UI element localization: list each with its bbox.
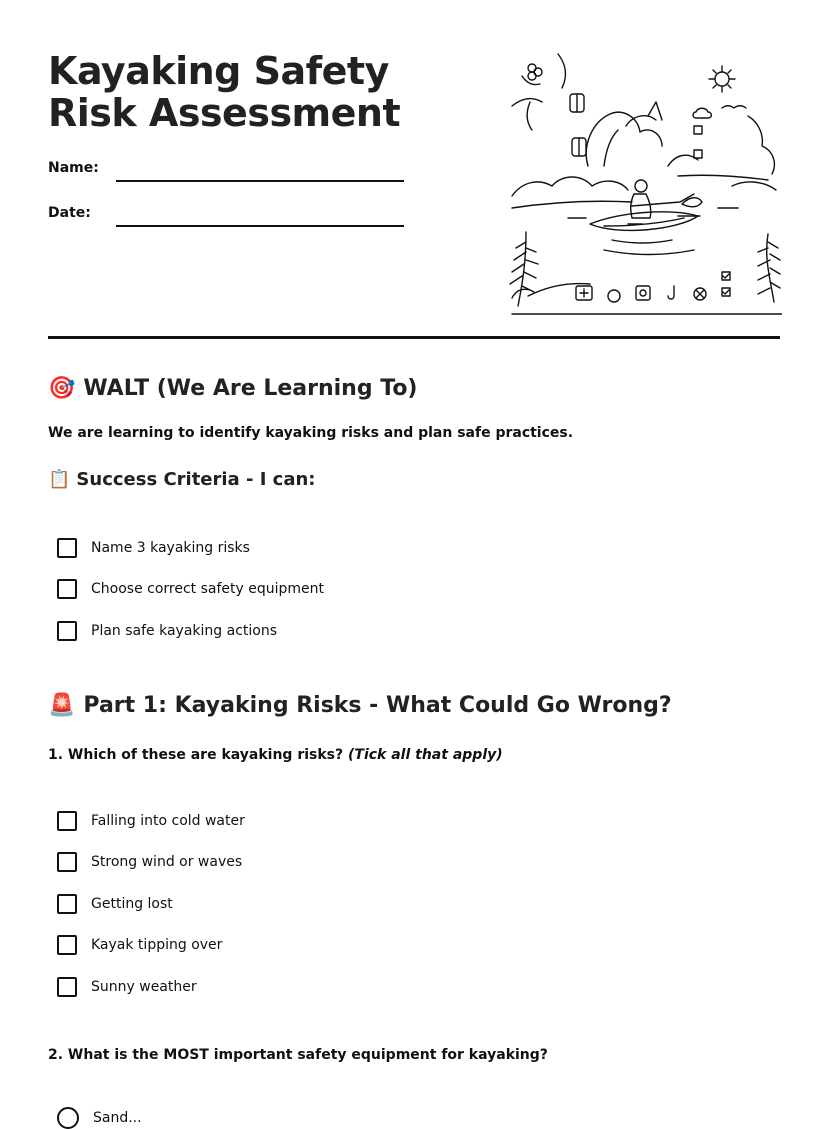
risk-option[interactable]	[57, 809, 245, 833]
checkbox[interactable]	[57, 935, 77, 955]
question-1-text: 1. Which of these are kayaking risks?	[48, 747, 344, 763]
criteria-item-label: Choose correct safety equipment	[91, 581, 325, 597]
part1-heading	[48, 693, 672, 718]
walt-heading-text: WALT (We Are Learning To)	[83, 376, 418, 401]
risk-option-label: Kayak tipping over	[91, 937, 223, 953]
risk-option[interactable]	[57, 975, 197, 999]
equipment-option-label: Sand...	[93, 1110, 142, 1126]
checkbox[interactable]	[57, 579, 77, 599]
name-field[interactable]	[116, 180, 404, 182]
name-label: Name:	[48, 160, 99, 176]
risk-option-label: Getting lost	[91, 896, 173, 912]
checkbox[interactable]	[57, 621, 77, 641]
kayak-icon	[590, 180, 702, 230]
checkbox[interactable]	[57, 852, 77, 872]
question-2: 2. What is the MOST important safety equipment for kayaking?	[48, 1047, 548, 1063]
risk-option[interactable]	[57, 933, 222, 957]
part1-heading-text: Part 1: Kayaking Risks - What Could Go Wrong?	[83, 693, 672, 718]
criteria-item[interactable]	[57, 536, 250, 560]
radio-button[interactable]	[57, 1107, 79, 1129]
siren-icon: 🚨	[48, 693, 76, 718]
risk-option-label: Falling into cold water	[91, 813, 245, 829]
success-criteria-heading	[48, 469, 316, 490]
section-divider	[48, 336, 780, 339]
date-field[interactable]	[116, 225, 404, 227]
checkbox[interactable]	[57, 894, 77, 914]
risk-option[interactable]	[57, 850, 242, 874]
checkbox[interactable]	[57, 977, 77, 997]
criteria-item[interactable]	[57, 577, 324, 601]
kayak-illustration	[508, 46, 782, 316]
success-criteria-heading-text: Success Criteria - I can:	[76, 469, 316, 490]
criteria-item-label: Name 3 kayaking risks	[91, 540, 250, 556]
target-icon: 🎯	[48, 376, 76, 401]
date-label: Date:	[48, 205, 91, 221]
walt-statement: We are learning to identify kayaking risks and plan safe practices.	[48, 425, 574, 441]
sun-icon	[709, 66, 735, 92]
equipment-option[interactable]	[57, 1106, 142, 1130]
question-1-hint: (Tick all that apply)	[348, 747, 503, 763]
risk-option-label: Strong wind or waves	[91, 854, 243, 870]
criteria-item-label: Plan safe kayaking actions	[91, 623, 277, 639]
checkbox[interactable]	[57, 538, 77, 558]
walt-heading	[48, 376, 418, 401]
page-title: Kayaking Safety Risk Assessment	[48, 49, 401, 135]
risk-option-label: Sunny weather	[91, 979, 197, 995]
criteria-item[interactable]	[57, 619, 277, 643]
clipboard-icon: 📋	[48, 469, 71, 490]
checkbox[interactable]	[57, 811, 77, 831]
question-1	[48, 747, 503, 763]
risk-option[interactable]	[57, 892, 173, 916]
